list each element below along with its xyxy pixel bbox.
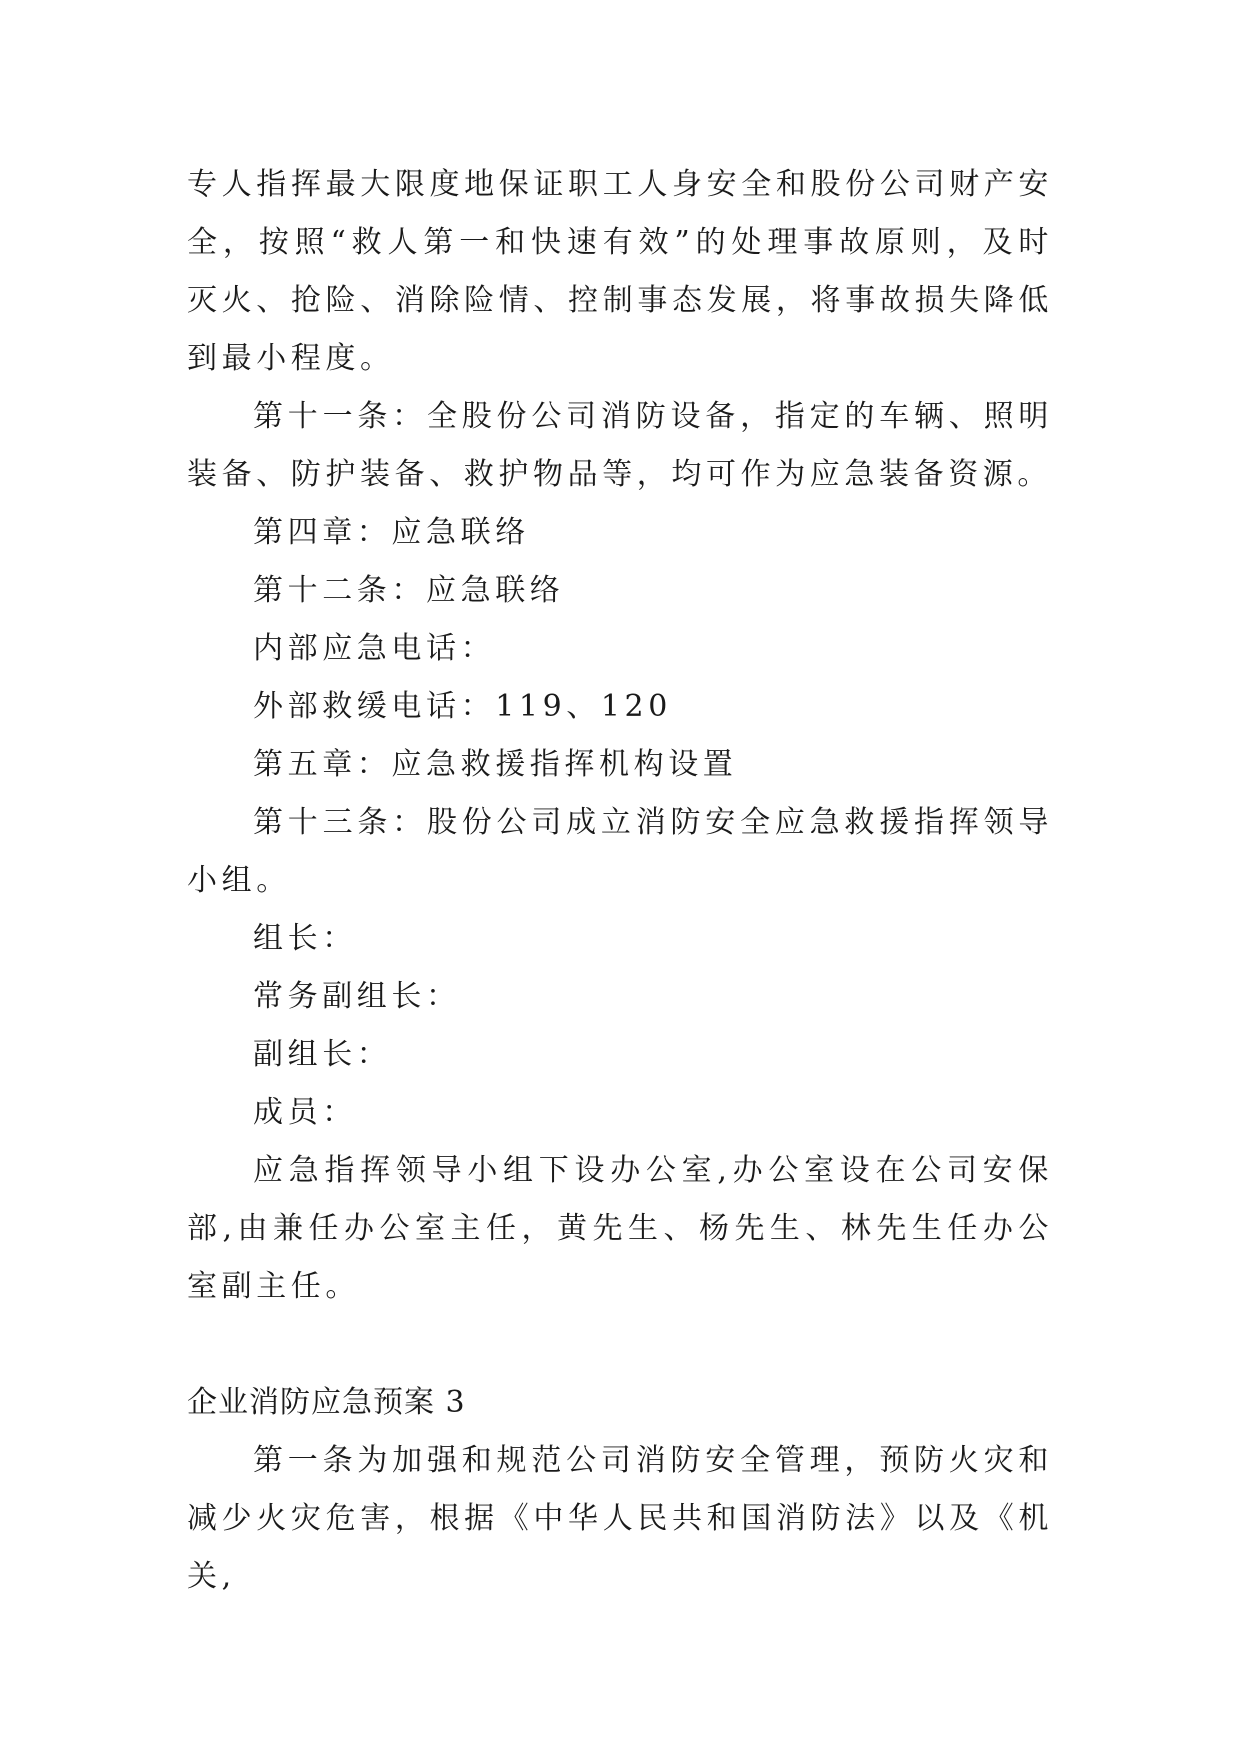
paragraph: 组长： (253, 921, 357, 956)
paragraph: 第十三条：股份公司成立消防安全应急救援指挥领导小组。 (187, 805, 1053, 898)
paragraph: 专人指挥最大限度地保证职工人身安全和股份公司财产安全，按照“救人第一和快速有效”的处理事故原则，及时灭火、抢险、消除险情、控制事态发展，将事故损失降低到最小程度。 (187, 167, 1053, 376)
chapter-heading: 第五章：应急救援指挥机构设置 (253, 747, 738, 782)
paragraph: 第十二条：应急联络 (253, 573, 565, 608)
paragraph: 成员： (253, 1095, 357, 1130)
paragraph: 外部救缓电话：119、120 (253, 689, 672, 724)
paragraph: 第一条为加强和规范公司消防安全管理，预防火灾和减少火灾危害，根据《中华人民共和国消防法》以及《机关, (187, 1443, 1053, 1594)
paragraph: 第十一条：全股份公司消防设备，指定的车辆、照明装备、防护装备、救护物品等，均可作为应急装备资源。 (187, 399, 1053, 492)
chapter-heading: 第四章：应急联络 (253, 515, 530, 550)
section-title: 企业消防应急预案 3 (187, 1385, 466, 1420)
section-gap (187, 1316, 1053, 1374)
document-body (187, 156, 1053, 1606)
paragraph: 应急指挥领导小组下设办公室,办公室设在公司安保部,由兼任办公室主任，黄先生、杨先生、林先生任办公室副主任。 (187, 1153, 1053, 1304)
paragraph: 副组长： (253, 1037, 392, 1072)
paragraph: 内部应急电话： (253, 631, 496, 666)
paragraph: 常务副组长： (253, 979, 461, 1014)
